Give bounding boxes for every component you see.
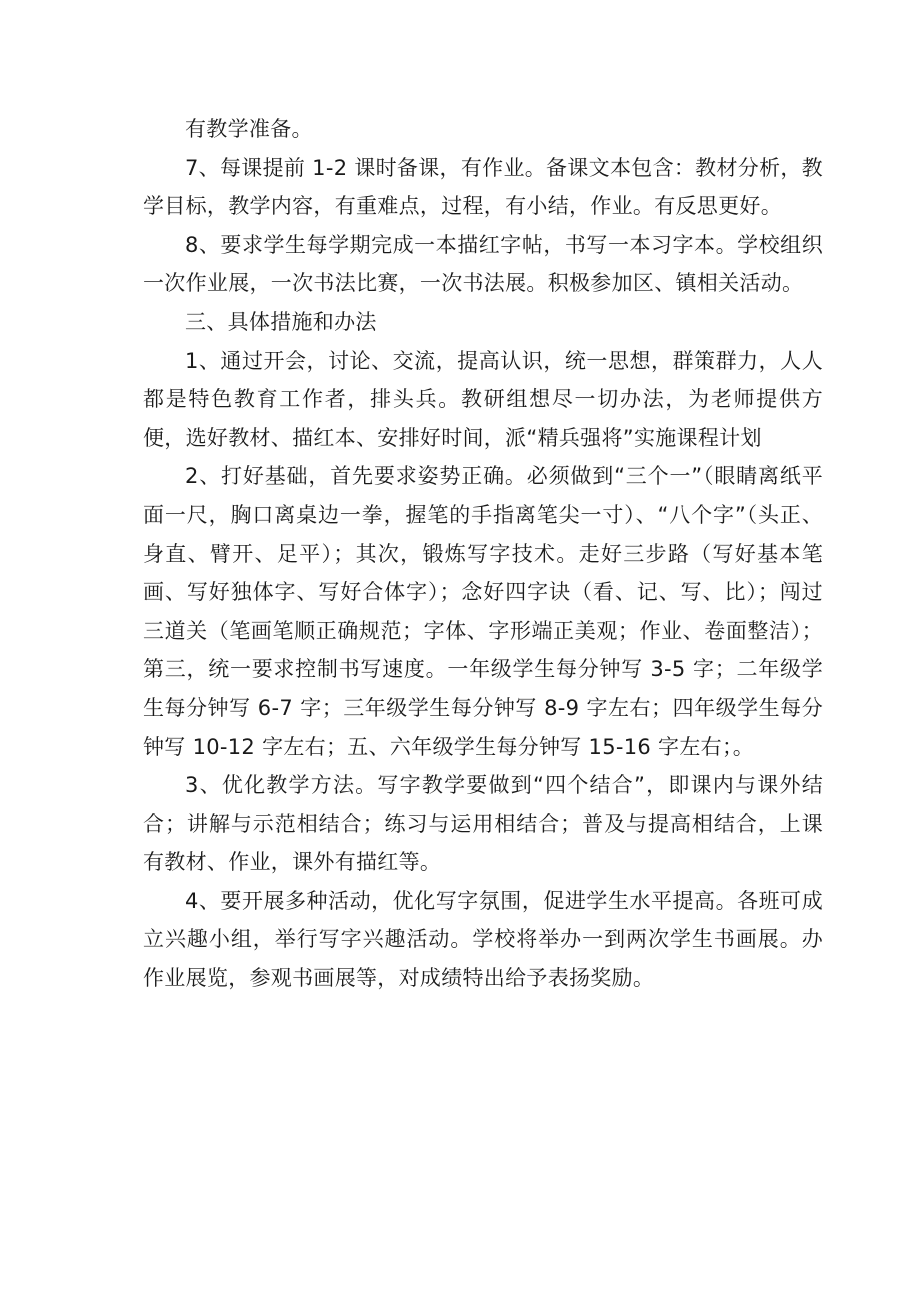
paragraph-measure-2: 2、打好基础，首先要求姿势正确。必须做到“三个一”（眼睛离纸平面一尺，胸口离桌边一拳，握笔的手指离笔尖一寸）、“八个字”（头正、身直、臂开、足平）；其次，锻炼写字技术。走好三步路（写好基本笔画、写好独体字、写好合体字）；念好四字诀（看、记、写、比）；闯过三道关（笔画笔顺正确规范；字体、字形端正美观；作业、卷面整洁）；第三，统一要求控制书写速度。一年级学生每分钟写 3-5 字；二年级学生每分钟写 6-7 字；三年级学生每分钟写 8-9 字左右；四年级学生每分钟写 10-12 字左右；五、六年级学生每分钟写 15-16 字左右；。 (143, 464, 823, 759)
paragraph-measure-1: 1、通过开会，讨论、交流，提高认识，统一思想，群策群力，人人都是特色教育工作者，排头兵。教研组想尽一切办法，为老师提供方便，选好教材、描红本、安排好时间，派“精兵强将”实施课程计划 (143, 348, 823, 450)
paragraph-item-8: 8、要求学生每学期完成一本描红字帖，书写一本习字本。学校组织一次作业展，一次书法比赛，一次书法展。积极参加区、镇相关活动。 (143, 232, 823, 296)
paragraph-item-7: 7、每课提前 1-2 课时备课，有作业。备课文本包含：教材分析，教学目标，教学内容，有重难点，过程，有小结，作业。有反思更好。 (143, 155, 823, 219)
paragraph-measure-3: 3、优化教学方法。写字教学要做到“四个结合”，即课内与课外结合；讲解与示范相结合；练习与运用相结合；普及与提高相结合，上课有教材、作业，课外有描红等。 (143, 773, 823, 875)
paragraph-measure-4: 4、要开展多种活动，优化写字氛围，促进学生水平提高。各班可成立兴趣小组，举行写字兴趣活动。学校将举办一到两次学生书画展。办作业展览，参观书画展等，对成绩特出给予表扬奖励。 (143, 888, 823, 991)
document-body (143, 110, 823, 998)
section-heading: 三、具体措施和办法 (185, 309, 377, 334)
paragraph-continuation: 有教学准备。 (185, 117, 313, 141)
